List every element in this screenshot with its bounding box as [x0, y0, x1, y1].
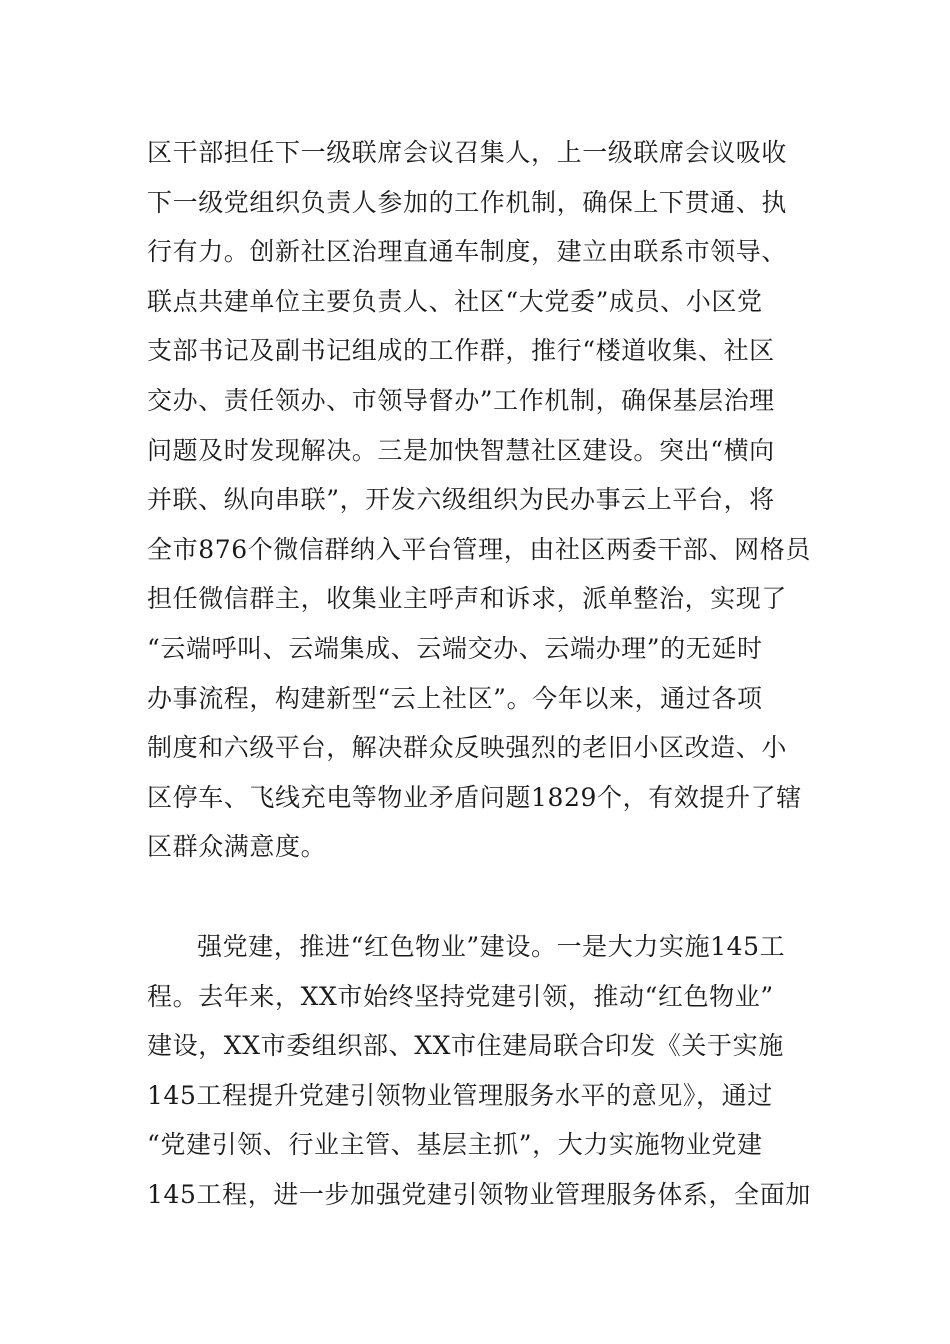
- text-line: 程。去年来，XX市始终坚持党建引领，推动“红色物业”: [147, 981, 774, 1011]
- paragraph-2: [147, 922, 817, 1220]
- text-line: 145工程，进一步加强党建引领物业管理服务体系，全面加: [147, 1179, 811, 1209]
- text-line: “党建引领、行业主管、基层主抓”，大力实施物业党建: [147, 1130, 763, 1160]
- text-line: 区群众满意度。: [147, 832, 327, 862]
- text-line: 145工程提升党建引领物业管理服务水平的意见》，通过: [147, 1080, 773, 1110]
- text-line: 全市876个微信群纳入平台管理，由社区两委干部、网格员: [147, 534, 811, 564]
- text-line: 办事流程，构建新型“云上社区”。今年以来，通过各项: [147, 683, 763, 713]
- text-line: 联点共建单位主要负责人、社区“大党委”成员、小区党: [147, 286, 763, 316]
- text-line: “云端呼叫、云端集成、云端交办、云端办理”的无延时: [147, 633, 763, 663]
- text-line: 支部书记及副书记组成的工作群，推行“楼道收集、社区: [147, 336, 775, 366]
- text-line: 下一级党组织负责人参加的工作机制，确保上下贯通、执: [147, 187, 788, 217]
- text-line: 区停车、飞线充电等物业矛盾问题1829个，有效提升了辖: [147, 782, 802, 812]
- text-line: 交办、责任领办、市领导督办”工作机制，确保基层治理: [147, 385, 775, 415]
- text-line: 行有力。创新社区治理直通车制度，建立由联系市领导、: [147, 237, 788, 267]
- text-line: 问题及时发现解决。三是加快智慧社区建设。突出“横向: [147, 435, 775, 465]
- text-line: 区干部担任下一级联席会议召集人，上一级联席会议吸收: [147, 138, 788, 167]
- paragraph-1: [147, 128, 817, 872]
- text-line: 并联、纵向串联”，开发六级组织为民办事云上平台，将: [147, 485, 775, 515]
- text-line: 强党建，推进“红色物业”建设。一是大力实施145工: [197, 932, 786, 961]
- text-line: 建设，XX市委组织部、XX市住建局联合印发《关于实施: [147, 1031, 784, 1061]
- text-line: 担任微信群主，收集业主呼声和诉求，派单整治，实现了: [147, 584, 788, 614]
- text-line: 制度和六级平台，解决群众反映强烈的老旧小区改造、小: [147, 733, 788, 763]
